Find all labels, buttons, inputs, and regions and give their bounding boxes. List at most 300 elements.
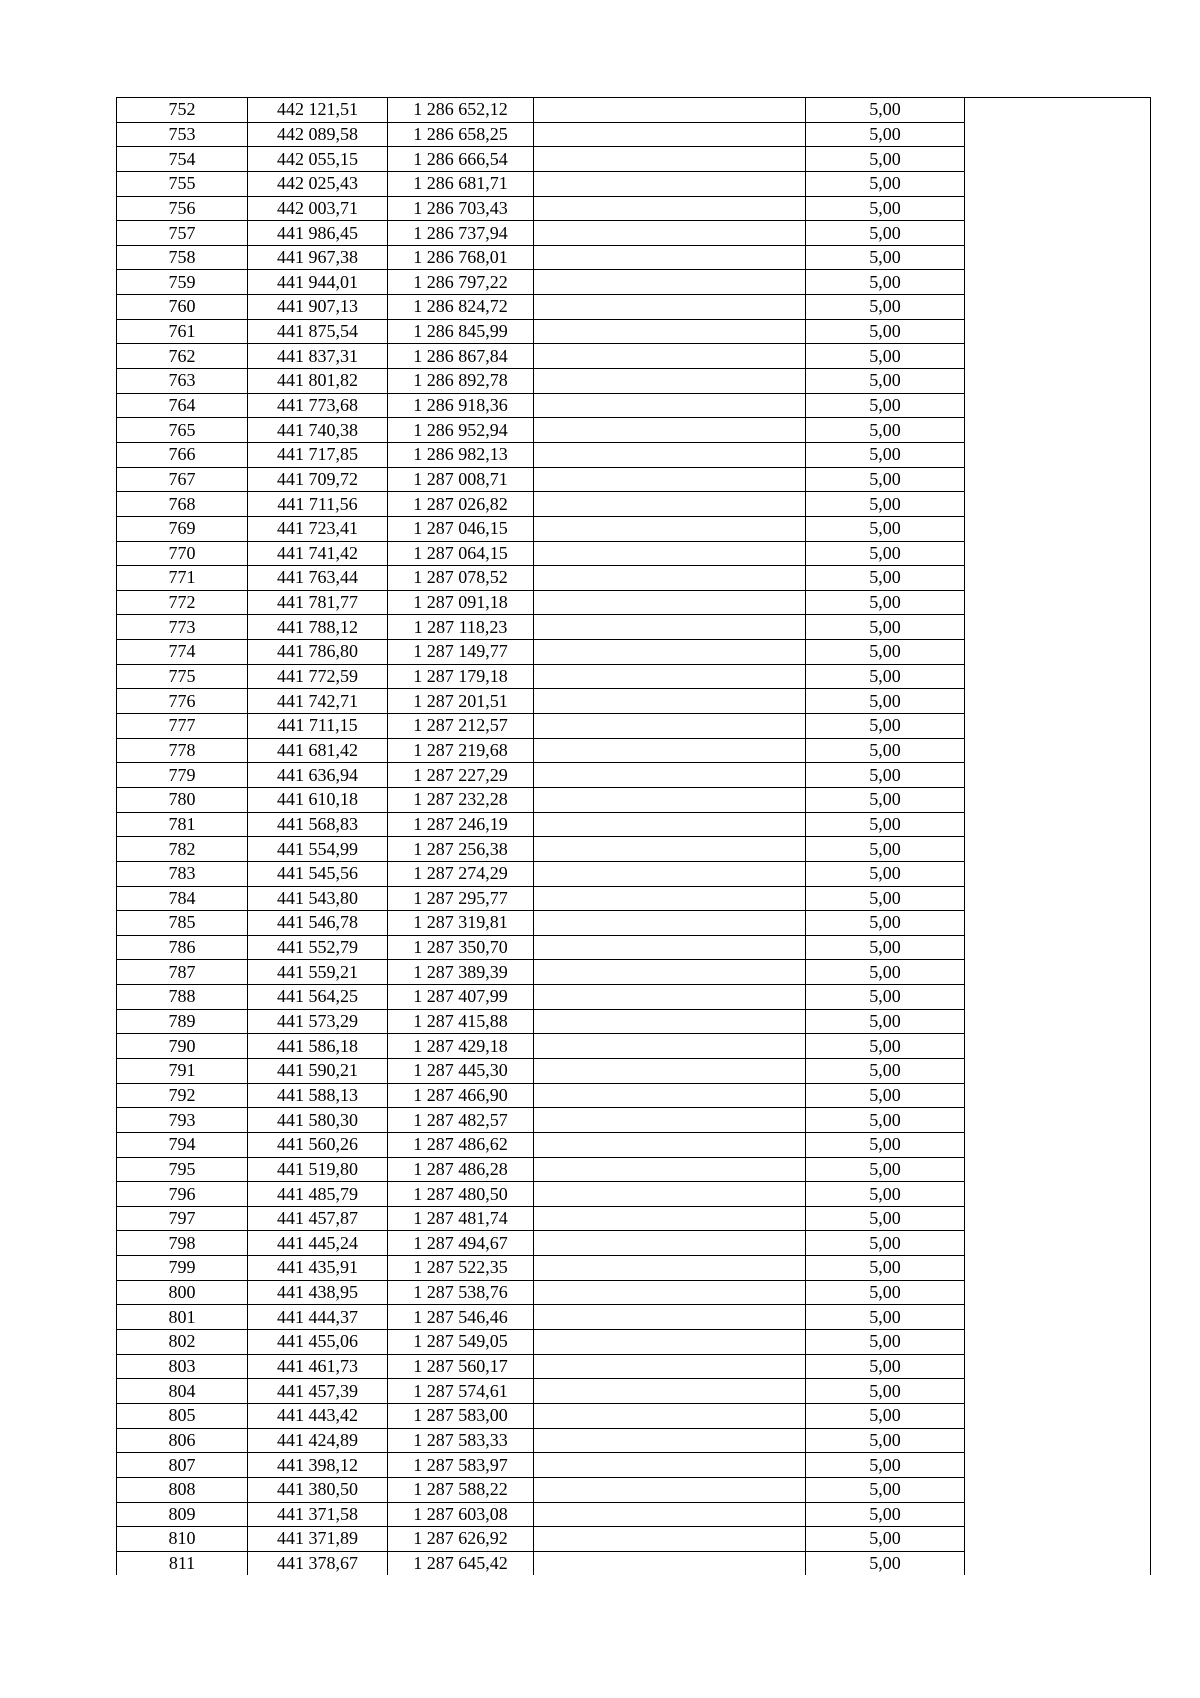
value-cell: 5,00 xyxy=(806,171,965,196)
table-row xyxy=(117,1280,1151,1305)
value-cell: 5,00 xyxy=(806,1403,965,1428)
table-row xyxy=(117,1527,1151,1552)
note-cell xyxy=(965,1354,1151,1379)
x-coordinate-cell: 441 586,18 xyxy=(248,1034,388,1059)
note-cell xyxy=(965,221,1151,246)
empty-cell xyxy=(534,763,806,788)
table-row xyxy=(117,1034,1151,1059)
empty-cell xyxy=(534,1132,806,1157)
table-row xyxy=(117,590,1151,615)
empty-cell xyxy=(534,1403,806,1428)
point-number-cell: 790 xyxy=(117,1034,248,1059)
value-cell: 5,00 xyxy=(806,1477,965,1502)
y-coordinate-cell: 1 287 481,74 xyxy=(388,1206,534,1231)
empty-cell xyxy=(534,245,806,270)
value-cell: 5,00 xyxy=(806,1330,965,1355)
y-coordinate-cell: 1 287 149,77 xyxy=(388,640,534,665)
empty-cell xyxy=(534,295,806,320)
note-cell xyxy=(965,1379,1151,1404)
table-row xyxy=(117,1354,1151,1379)
table-row xyxy=(117,1132,1151,1157)
x-coordinate-cell: 441 741,42 xyxy=(248,541,388,566)
table-row xyxy=(117,369,1151,394)
x-coordinate-cell: 441 786,80 xyxy=(248,640,388,665)
x-coordinate-cell: 441 588,13 xyxy=(248,1083,388,1108)
table-row xyxy=(117,1330,1151,1355)
value-cell: 5,00 xyxy=(806,1108,965,1133)
point-number-cell: 800 xyxy=(117,1280,248,1305)
x-coordinate-cell: 441 461,73 xyxy=(248,1354,388,1379)
point-number-cell: 763 xyxy=(117,369,248,394)
value-cell: 5,00 xyxy=(806,442,965,467)
table-row xyxy=(117,664,1151,689)
point-number-cell: 759 xyxy=(117,270,248,295)
value-cell: 5,00 xyxy=(806,467,965,492)
x-coordinate-cell: 441 559,21 xyxy=(248,960,388,985)
y-coordinate-cell: 1 286 892,78 xyxy=(388,369,534,394)
x-coordinate-cell: 441 711,15 xyxy=(248,714,388,739)
y-coordinate-cell: 1 287 480,50 xyxy=(388,1182,534,1207)
empty-cell xyxy=(534,1231,806,1256)
point-number-cell: 795 xyxy=(117,1157,248,1182)
value-cell: 5,00 xyxy=(806,886,965,911)
value-cell: 5,00 xyxy=(806,1428,965,1453)
table-row xyxy=(117,960,1151,985)
empty-cell xyxy=(534,467,806,492)
note-cell xyxy=(965,541,1151,566)
value-cell: 5,00 xyxy=(806,196,965,221)
note-cell xyxy=(965,911,1151,936)
empty-cell xyxy=(534,960,806,985)
empty-cell xyxy=(534,541,806,566)
y-coordinate-cell: 1 286 652,12 xyxy=(388,98,534,123)
point-number-cell: 766 xyxy=(117,442,248,467)
value-cell: 5,00 xyxy=(806,1034,965,1059)
y-coordinate-cell: 1 286 666,54 xyxy=(388,147,534,172)
x-coordinate-cell: 442 121,51 xyxy=(248,98,388,123)
value-cell: 5,00 xyxy=(806,1132,965,1157)
value-cell: 5,00 xyxy=(806,960,965,985)
y-coordinate-cell: 1 287 219,68 xyxy=(388,738,534,763)
table-row xyxy=(117,122,1151,147)
value-cell: 5,00 xyxy=(806,689,965,714)
x-coordinate-cell: 441 837,31 xyxy=(248,344,388,369)
point-number-cell: 755 xyxy=(117,171,248,196)
y-coordinate-cell: 1 286 797,22 xyxy=(388,270,534,295)
point-number-cell: 758 xyxy=(117,245,248,270)
point-number-cell: 786 xyxy=(117,935,248,960)
table-row xyxy=(117,344,1151,369)
table-row xyxy=(117,1182,1151,1207)
y-coordinate-cell: 1 287 319,81 xyxy=(388,911,534,936)
x-coordinate-cell: 441 438,95 xyxy=(248,1280,388,1305)
x-coordinate-cell: 441 543,80 xyxy=(248,886,388,911)
value-cell: 5,00 xyxy=(806,1354,965,1379)
table-row xyxy=(117,714,1151,739)
y-coordinate-cell: 1 286 768,01 xyxy=(388,245,534,270)
note-cell xyxy=(965,1477,1151,1502)
value-cell: 5,00 xyxy=(806,1527,965,1552)
value-cell: 5,00 xyxy=(806,714,965,739)
x-coordinate-cell: 442 089,58 xyxy=(248,122,388,147)
table-row xyxy=(117,1379,1151,1404)
note-cell xyxy=(965,147,1151,172)
note-cell xyxy=(965,98,1151,123)
empty-cell xyxy=(534,393,806,418)
y-coordinate-cell: 1 287 466,90 xyxy=(388,1083,534,1108)
table-row xyxy=(117,911,1151,936)
value-cell: 5,00 xyxy=(806,787,965,812)
point-number-cell: 788 xyxy=(117,985,248,1010)
note-cell xyxy=(965,1157,1151,1182)
y-coordinate-cell: 1 287 407,99 xyxy=(388,985,534,1010)
x-coordinate-cell: 441 552,79 xyxy=(248,935,388,960)
y-coordinate-cell: 1 287 295,77 xyxy=(388,886,534,911)
point-number-cell: 794 xyxy=(117,1132,248,1157)
table-row xyxy=(117,985,1151,1010)
point-number-cell: 770 xyxy=(117,541,248,566)
table-row xyxy=(117,270,1151,295)
empty-cell xyxy=(534,689,806,714)
empty-cell xyxy=(534,98,806,123)
x-coordinate-cell: 441 443,42 xyxy=(248,1403,388,1428)
x-coordinate-cell: 441 380,50 xyxy=(248,1477,388,1502)
x-coordinate-cell: 441 444,37 xyxy=(248,1305,388,1330)
empty-cell xyxy=(534,147,806,172)
table-row xyxy=(117,861,1151,886)
y-coordinate-cell: 1 287 574,61 xyxy=(388,1379,534,1404)
y-coordinate-cell: 1 286 681,71 xyxy=(388,171,534,196)
x-coordinate-cell: 441 742,71 xyxy=(248,689,388,714)
empty-cell xyxy=(534,1330,806,1355)
value-cell: 5,00 xyxy=(806,270,965,295)
note-cell xyxy=(965,245,1151,270)
x-coordinate-cell: 441 944,01 xyxy=(248,270,388,295)
x-coordinate-cell: 441 610,18 xyxy=(248,787,388,812)
value-cell: 5,00 xyxy=(806,492,965,517)
y-coordinate-cell: 1 287 645,42 xyxy=(388,1551,534,1575)
point-number-cell: 805 xyxy=(117,1403,248,1428)
point-number-cell: 777 xyxy=(117,714,248,739)
value-cell: 5,00 xyxy=(806,1231,965,1256)
table-row xyxy=(117,147,1151,172)
point-number-cell: 780 xyxy=(117,787,248,812)
note-cell xyxy=(965,837,1151,862)
table-row xyxy=(117,1428,1151,1453)
point-number-cell: 792 xyxy=(117,1083,248,1108)
note-cell xyxy=(965,861,1151,886)
point-number-cell: 811 xyxy=(117,1551,248,1575)
note-cell xyxy=(965,467,1151,492)
point-number-cell: 802 xyxy=(117,1330,248,1355)
empty-cell xyxy=(534,369,806,394)
y-coordinate-cell: 1 287 026,82 xyxy=(388,492,534,517)
point-number-cell: 801 xyxy=(117,1305,248,1330)
value-cell: 5,00 xyxy=(806,812,965,837)
x-coordinate-cell: 441 371,58 xyxy=(248,1502,388,1527)
note-cell xyxy=(965,1182,1151,1207)
y-coordinate-cell: 1 287 429,18 xyxy=(388,1034,534,1059)
x-coordinate-cell: 441 772,59 xyxy=(248,664,388,689)
empty-cell xyxy=(534,787,806,812)
note-cell xyxy=(965,1330,1151,1355)
point-number-cell: 793 xyxy=(117,1108,248,1133)
x-coordinate-cell: 441 564,25 xyxy=(248,985,388,1010)
x-coordinate-cell: 441 781,77 xyxy=(248,590,388,615)
value-cell: 5,00 xyxy=(806,418,965,443)
point-number-cell: 757 xyxy=(117,221,248,246)
table-row xyxy=(117,1108,1151,1133)
point-number-cell: 762 xyxy=(117,344,248,369)
table-row xyxy=(117,418,1151,443)
x-coordinate-cell: 441 967,38 xyxy=(248,245,388,270)
table-row xyxy=(117,516,1151,541)
point-number-cell: 771 xyxy=(117,566,248,591)
x-coordinate-cell: 442 003,71 xyxy=(248,196,388,221)
y-coordinate-cell: 1 286 824,72 xyxy=(388,295,534,320)
table-row xyxy=(117,295,1151,320)
y-coordinate-cell: 1 286 703,43 xyxy=(388,196,534,221)
point-number-cell: 806 xyxy=(117,1428,248,1453)
x-coordinate-cell: 441 519,80 xyxy=(248,1157,388,1182)
table-row xyxy=(117,196,1151,221)
value-cell: 5,00 xyxy=(806,1502,965,1527)
point-number-cell: 776 xyxy=(117,689,248,714)
table-row xyxy=(117,221,1151,246)
empty-cell xyxy=(534,1354,806,1379)
point-number-cell: 781 xyxy=(117,812,248,837)
point-number-cell: 808 xyxy=(117,1477,248,1502)
note-cell xyxy=(965,1009,1151,1034)
empty-cell xyxy=(534,664,806,689)
value-cell: 5,00 xyxy=(806,640,965,665)
y-coordinate-cell: 1 287 064,15 xyxy=(388,541,534,566)
empty-cell xyxy=(534,1009,806,1034)
value-cell: 5,00 xyxy=(806,344,965,369)
value-cell: 5,00 xyxy=(806,1083,965,1108)
table-row xyxy=(117,837,1151,862)
empty-cell xyxy=(534,122,806,147)
point-number-cell: 809 xyxy=(117,1502,248,1527)
note-cell xyxy=(965,960,1151,985)
y-coordinate-cell: 1 287 538,76 xyxy=(388,1280,534,1305)
note-cell xyxy=(965,1280,1151,1305)
x-coordinate-cell: 441 788,12 xyxy=(248,615,388,640)
table-row xyxy=(117,1453,1151,1478)
table-row xyxy=(117,1305,1151,1330)
table-row xyxy=(117,886,1151,911)
empty-cell xyxy=(534,615,806,640)
empty-cell xyxy=(534,442,806,467)
empty-cell xyxy=(534,1551,806,1575)
note-cell xyxy=(965,985,1151,1010)
point-number-cell: 782 xyxy=(117,837,248,862)
point-number-cell: 803 xyxy=(117,1354,248,1379)
value-cell: 5,00 xyxy=(806,541,965,566)
y-coordinate-cell: 1 286 918,36 xyxy=(388,393,534,418)
y-coordinate-cell: 1 287 583,33 xyxy=(388,1428,534,1453)
empty-cell xyxy=(534,1305,806,1330)
note-cell xyxy=(965,196,1151,221)
note-cell xyxy=(965,369,1151,394)
empty-cell xyxy=(534,1058,806,1083)
table-row xyxy=(117,1551,1151,1575)
value-cell: 5,00 xyxy=(806,147,965,172)
y-coordinate-cell: 1 287 091,18 xyxy=(388,590,534,615)
x-coordinate-cell: 441 723,41 xyxy=(248,516,388,541)
x-coordinate-cell: 441 636,94 xyxy=(248,763,388,788)
y-coordinate-cell: 1 287 078,52 xyxy=(388,566,534,591)
point-number-cell: 784 xyxy=(117,886,248,911)
value-cell: 5,00 xyxy=(806,369,965,394)
y-coordinate-cell: 1 287 118,23 xyxy=(388,615,534,640)
point-number-cell: 760 xyxy=(117,295,248,320)
x-coordinate-cell: 441 763,44 xyxy=(248,566,388,591)
table-row xyxy=(117,1058,1151,1083)
point-number-cell: 779 xyxy=(117,763,248,788)
value-cell: 5,00 xyxy=(806,1379,965,1404)
empty-cell xyxy=(534,985,806,1010)
empty-cell xyxy=(534,1182,806,1207)
y-coordinate-cell: 1 287 445,30 xyxy=(388,1058,534,1083)
table-row xyxy=(117,640,1151,665)
empty-cell xyxy=(534,911,806,936)
empty-cell xyxy=(534,492,806,517)
empty-cell xyxy=(534,590,806,615)
value-cell: 5,00 xyxy=(806,763,965,788)
empty-cell xyxy=(534,714,806,739)
table-row xyxy=(117,935,1151,960)
x-coordinate-cell: 441 875,54 xyxy=(248,319,388,344)
value-cell: 5,00 xyxy=(806,1305,965,1330)
y-coordinate-cell: 1 287 583,97 xyxy=(388,1453,534,1478)
x-coordinate-cell: 441 681,42 xyxy=(248,738,388,763)
x-coordinate-cell: 441 545,56 xyxy=(248,861,388,886)
point-number-cell: 764 xyxy=(117,393,248,418)
value-cell: 5,00 xyxy=(806,319,965,344)
value-cell: 5,00 xyxy=(806,245,965,270)
point-number-cell: 787 xyxy=(117,960,248,985)
note-cell xyxy=(965,492,1151,517)
y-coordinate-cell: 1 287 486,28 xyxy=(388,1157,534,1182)
point-number-cell: 807 xyxy=(117,1453,248,1478)
table-row xyxy=(117,1206,1151,1231)
empty-cell xyxy=(534,935,806,960)
point-number-cell: 754 xyxy=(117,147,248,172)
empty-cell xyxy=(534,812,806,837)
empty-cell xyxy=(534,1256,806,1281)
x-coordinate-cell: 441 457,87 xyxy=(248,1206,388,1231)
empty-cell xyxy=(534,196,806,221)
value-cell: 5,00 xyxy=(806,1058,965,1083)
coordinate-table-body xyxy=(117,98,1151,1576)
note-cell xyxy=(965,1428,1151,1453)
y-coordinate-cell: 1 287 256,38 xyxy=(388,837,534,862)
table-row xyxy=(117,467,1151,492)
value-cell: 5,00 xyxy=(806,664,965,689)
point-number-cell: 775 xyxy=(117,664,248,689)
table-row xyxy=(117,1157,1151,1182)
y-coordinate-cell: 1 287 212,57 xyxy=(388,714,534,739)
empty-cell xyxy=(534,221,806,246)
empty-cell xyxy=(534,1206,806,1231)
empty-cell xyxy=(534,1502,806,1527)
note-cell xyxy=(965,1256,1151,1281)
y-coordinate-cell: 1 287 227,29 xyxy=(388,763,534,788)
x-coordinate-cell: 441 371,89 xyxy=(248,1527,388,1552)
point-number-cell: 785 xyxy=(117,911,248,936)
value-cell: 5,00 xyxy=(806,98,965,123)
value-cell: 5,00 xyxy=(806,393,965,418)
point-number-cell: 765 xyxy=(117,418,248,443)
point-number-cell: 778 xyxy=(117,738,248,763)
table-row xyxy=(117,763,1151,788)
value-cell: 5,00 xyxy=(806,985,965,1010)
value-cell: 5,00 xyxy=(806,1157,965,1182)
empty-cell xyxy=(534,171,806,196)
y-coordinate-cell: 1 287 389,39 xyxy=(388,960,534,985)
note-cell xyxy=(965,886,1151,911)
empty-cell xyxy=(534,566,806,591)
note-cell xyxy=(965,1403,1151,1428)
empty-cell xyxy=(534,270,806,295)
value-cell: 5,00 xyxy=(806,615,965,640)
empty-cell xyxy=(534,738,806,763)
point-number-cell: 783 xyxy=(117,861,248,886)
note-cell xyxy=(965,1453,1151,1478)
point-number-cell: 772 xyxy=(117,590,248,615)
y-coordinate-cell: 1 287 486,62 xyxy=(388,1132,534,1157)
value-cell: 5,00 xyxy=(806,1009,965,1034)
table-row xyxy=(117,98,1151,123)
point-number-cell: 797 xyxy=(117,1206,248,1231)
note-cell xyxy=(965,516,1151,541)
x-coordinate-cell: 441 457,39 xyxy=(248,1379,388,1404)
note-cell xyxy=(965,1551,1151,1575)
table-row xyxy=(117,1009,1151,1034)
x-coordinate-cell: 442 055,15 xyxy=(248,147,388,172)
note-cell xyxy=(965,689,1151,714)
y-coordinate-cell: 1 286 737,94 xyxy=(388,221,534,246)
note-cell xyxy=(965,664,1151,689)
x-coordinate-cell: 441 568,83 xyxy=(248,812,388,837)
empty-cell xyxy=(534,1108,806,1133)
table-row xyxy=(117,1502,1151,1527)
table-row xyxy=(117,1477,1151,1502)
value-cell: 5,00 xyxy=(806,516,965,541)
x-coordinate-cell: 441 378,67 xyxy=(248,1551,388,1575)
y-coordinate-cell: 1 287 008,71 xyxy=(388,467,534,492)
note-cell xyxy=(965,1083,1151,1108)
point-number-cell: 761 xyxy=(117,319,248,344)
point-number-cell: 789 xyxy=(117,1009,248,1034)
x-coordinate-cell: 441 398,12 xyxy=(248,1453,388,1478)
point-number-cell: 796 xyxy=(117,1182,248,1207)
empty-cell xyxy=(534,837,806,862)
x-coordinate-cell: 441 546,78 xyxy=(248,911,388,936)
table-row xyxy=(117,566,1151,591)
note-cell xyxy=(965,418,1151,443)
empty-cell xyxy=(534,319,806,344)
table-row xyxy=(117,492,1151,517)
point-number-cell: 753 xyxy=(117,122,248,147)
y-coordinate-cell: 1 287 415,88 xyxy=(388,1009,534,1034)
y-coordinate-cell: 1 287 549,05 xyxy=(388,1330,534,1355)
empty-cell xyxy=(534,1428,806,1453)
table-row xyxy=(117,1403,1151,1428)
value-cell: 5,00 xyxy=(806,1182,965,1207)
x-coordinate-cell: 441 711,56 xyxy=(248,492,388,517)
